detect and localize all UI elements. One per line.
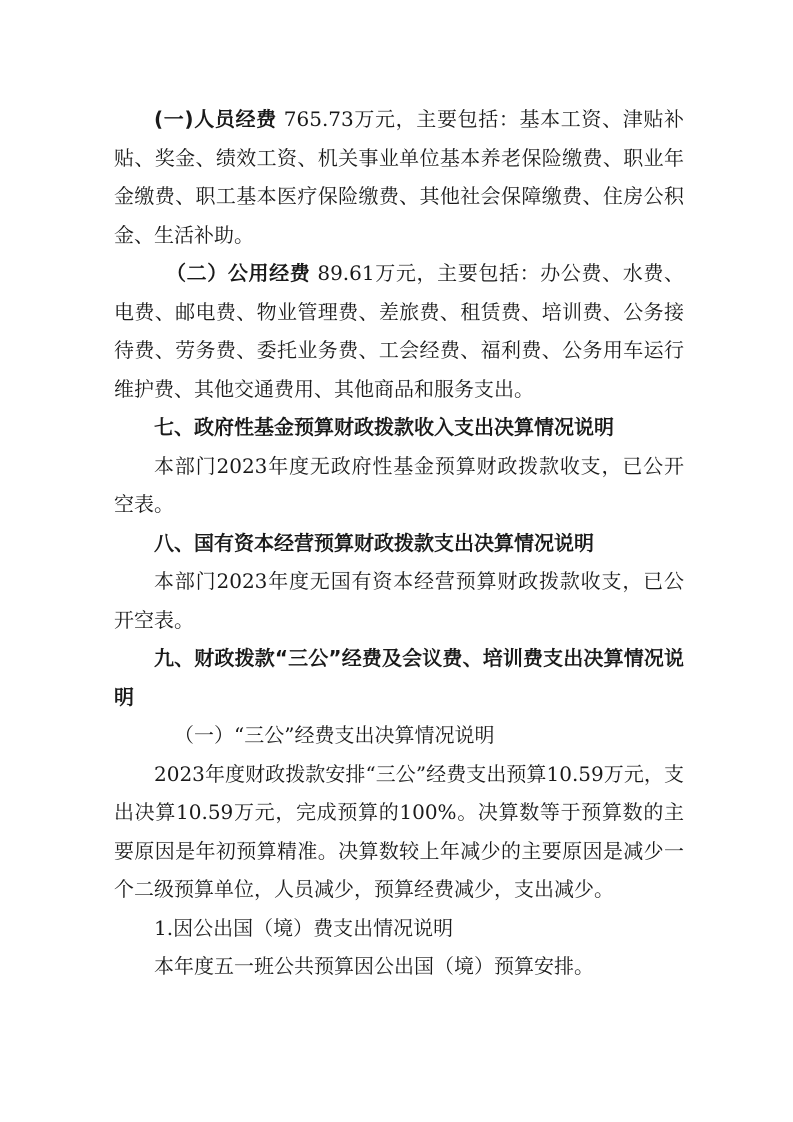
item-overseas-travel-text: 本年度五一班公共预算因公出国（境）预算安排。 bbox=[154, 954, 594, 978]
heading-section-7: 七、政府性基金预算财政拨款收入支出决算情况说明 bbox=[154, 415, 614, 439]
paragraph-public-expenses bbox=[114, 254, 684, 408]
subheading-three-public-expenses: （一）“三公”经费支出决算情况说明 bbox=[174, 723, 495, 747]
text-public-expenses: 89.61万元，主要包括：办公费、水费、电费、邮电费、物业管理费、差旅费、租赁费、培训费、公务接待费、劳务费、委托业务费、工会经费、福利费、公务用车运行维护费、其他交通费用、其他商品和服务支出。 bbox=[114, 261, 684, 401]
text-personnel-expenses: 765.73万元，主要包括：基本工资、津贴补贴、奖金、绩效工资、机关事业单位基本养老保险缴费、职业年金缴费、职工基本医疗保险缴费、其他社会保障缴费、住房公积金、生活补助。 bbox=[114, 107, 684, 247]
paragraph-section-8: 本部门2023年度无国有资本经营预算财政拨款收支，已公开空表。 bbox=[114, 569, 684, 632]
label-personnel-expenses: (一)人员经费 bbox=[154, 107, 277, 131]
paragraph-section-7: 本部门2023年度无政府性基金预算财政拨款收支，已公开空表。 bbox=[114, 453, 684, 516]
item-overseas-travel-title: 1.因公出国（境）费支出情况说明 bbox=[154, 915, 454, 940]
heading-section-8: 八、国有资本经营预算财政拨款支出决算情况说明 bbox=[154, 530, 594, 555]
document-body bbox=[114, 100, 684, 986]
heading-section-9: 九、财政拨款“三公”经费及会议费、培训费支出决算情况说明 bbox=[114, 646, 684, 709]
paragraph-personnel-expenses bbox=[114, 100, 684, 254]
paragraph-three-public-expenses: 2023年度财政拨款安排“三公”经费支出预算10.59万元，支出决算10.59万元，完成预算的100%。决算数等于预算数的主要原因是年初预算精准。决算数较上年减少的主要原因是减少一个二级预算单位，人员减少，预算经费减少，支出减少。 bbox=[114, 761, 684, 901]
label-public-expenses: （二）公用经费 bbox=[166, 261, 311, 285]
